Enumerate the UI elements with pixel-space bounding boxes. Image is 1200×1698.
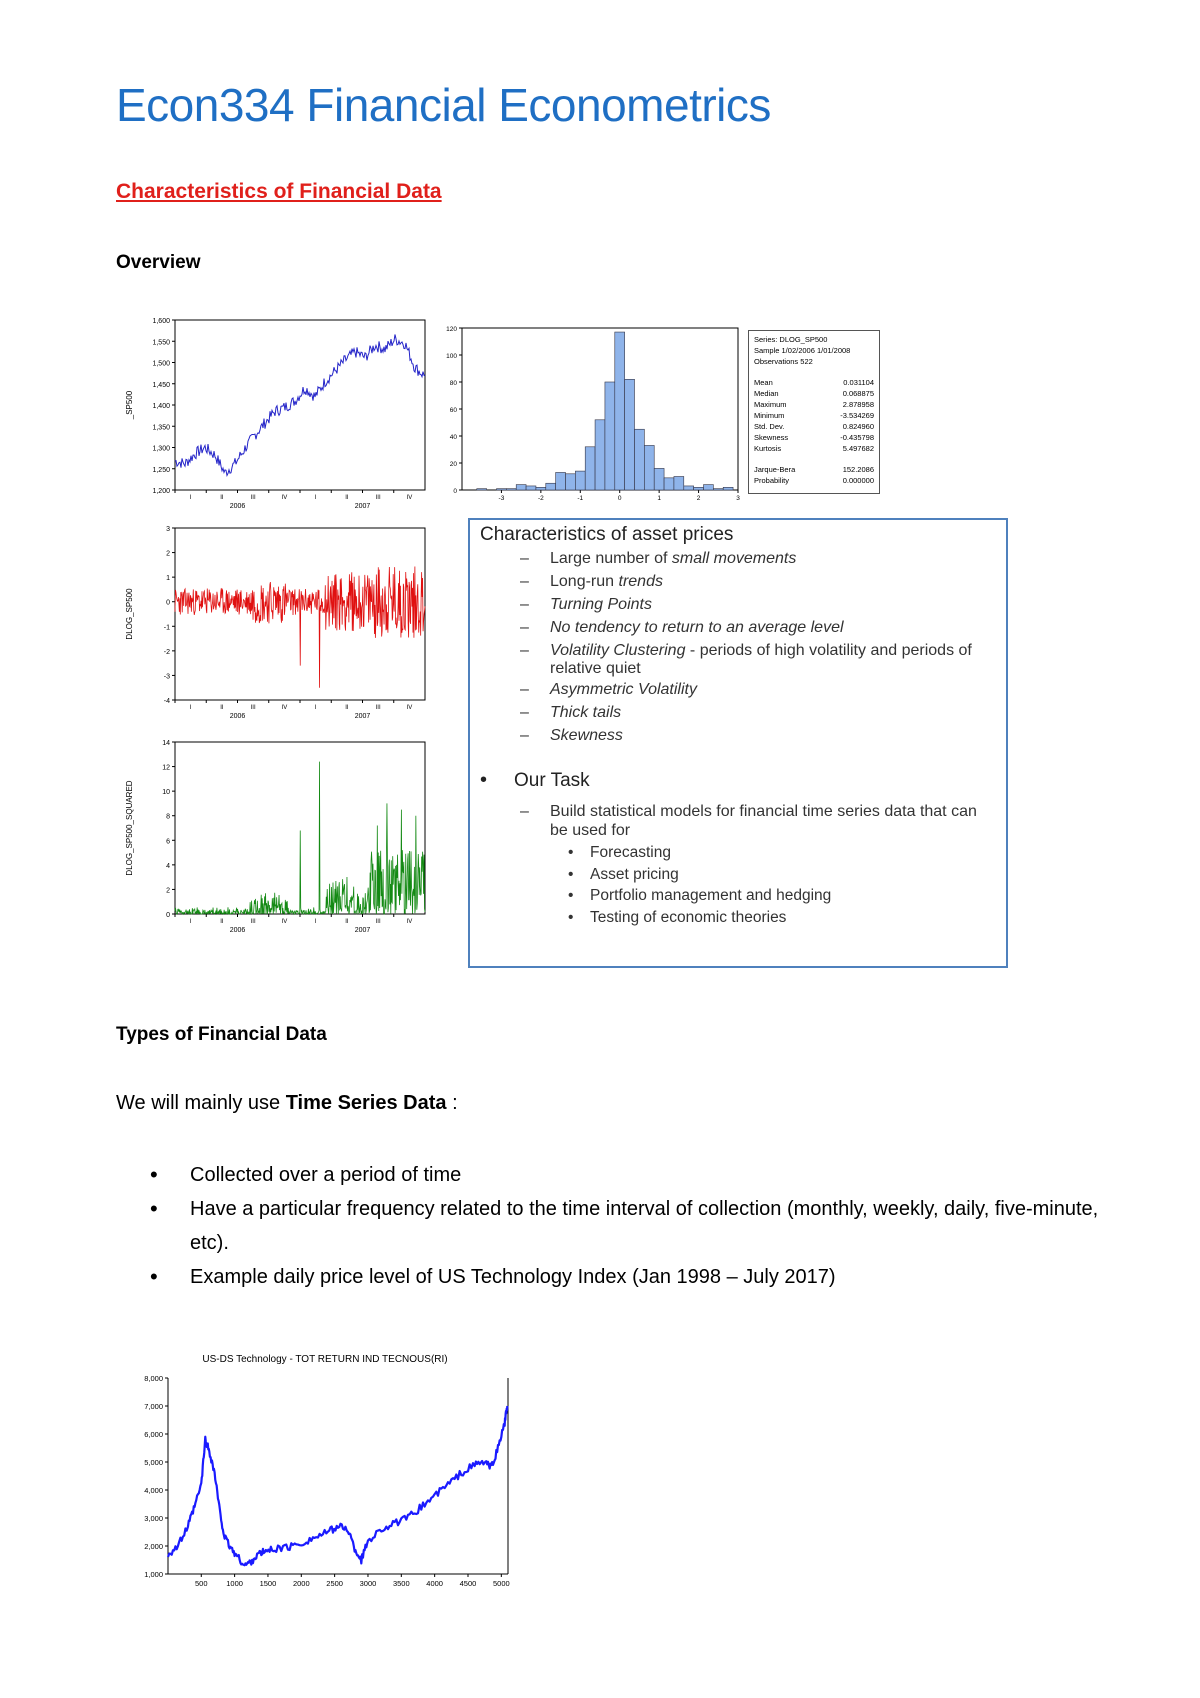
histogram-bar: [713, 489, 723, 490]
x-tick-label: II: [220, 705, 224, 711]
y-tick-label: 3: [166, 526, 170, 533]
x-year-label: 2006: [229, 927, 246, 934]
x-tick-label: III: [375, 919, 381, 925]
stats-observations: Observations 522: [754, 357, 813, 366]
x-tick-label: 1000: [226, 1579, 243, 1588]
x-tick-label: III: [250, 705, 256, 711]
y-axis-label: DLOG_SP500: [125, 588, 134, 640]
intro-bold: Time Series Data: [285, 1092, 447, 1114]
intro-prefix: We will mainly use: [116, 1092, 286, 1114]
x-year-label: 2007: [354, 503, 371, 510]
y-tick-label: 40: [449, 434, 457, 441]
x-year-label: 2006: [229, 713, 246, 720]
y-axis-label: DLOG_SP500_SQUARED: [125, 780, 134, 876]
stats-label: Jarque-Bera: [754, 465, 796, 474]
x-tick-label: IV: [406, 705, 413, 711]
dash-marker: –: [520, 642, 529, 659]
x-tick-label: IV: [281, 919, 288, 925]
box-heading: Characteristics of asset prices: [480, 524, 734, 545]
bullet-item: • Collected over a period of time: [150, 1158, 1100, 1192]
intro-line: [116, 1092, 458, 1115]
summary-statistics-box: [748, 330, 880, 494]
stats-value: 0.068875: [842, 389, 874, 398]
item-italic-text: trends: [618, 573, 663, 590]
y-tick-label: 1,350: [152, 424, 170, 432]
x-tick-label: 3: [736, 495, 740, 500]
x-tick-label: 2: [696, 495, 701, 500]
x-tick-label: II: [345, 705, 349, 711]
stats-row: [754, 443, 874, 454]
x-tick-label: II: [220, 919, 224, 925]
stats-rows: [754, 377, 874, 454]
intro-suffix: :: [446, 1092, 458, 1114]
subitem-text: Testing of economic theories: [590, 908, 787, 926]
y-tick-label: 1,400: [152, 403, 170, 410]
stats-row: [754, 377, 874, 388]
y-tick-label: 60: [449, 407, 457, 414]
item-italic-text: Thick tails: [550, 704, 622, 721]
characteristic-item: [520, 573, 990, 591]
stats-row: [754, 464, 874, 475]
x-tick-label: I: [189, 495, 192, 501]
bullet-marker: •: [568, 908, 574, 926]
y-tick-label: -2: [163, 648, 170, 656]
histogram-bar: [723, 487, 733, 490]
y-tick-label: 1,000: [144, 1570, 163, 1579]
stats-value: -0.435798: [840, 433, 874, 442]
histogram-bar: [575, 471, 585, 490]
dlog-sp500-squared-chart: [120, 734, 430, 944]
overview-heading: Overview: [116, 252, 201, 273]
stats-value: 5.497682: [842, 444, 874, 453]
y-tick-label: 1,300: [152, 445, 170, 453]
x-year-label: 2007: [354, 927, 371, 934]
dash-marker: –: [520, 704, 529, 721]
task-subitem: [568, 865, 679, 884]
stats-label: Skewness: [754, 433, 789, 442]
x-tick-label: 4000: [426, 1579, 443, 1588]
stats-row: [754, 388, 874, 399]
y-tick-label: 120: [446, 326, 457, 333]
characteristic-item: [520, 596, 990, 614]
y-tick-label: 1,450: [152, 381, 170, 389]
task-subitem: [568, 908, 787, 927]
y-tick-label: -1: [163, 624, 170, 632]
types-heading: Types of Financial Data: [116, 1024, 327, 1045]
x-tick-label: II: [345, 495, 349, 501]
stats-label: Std. Dev.: [754, 422, 785, 431]
x-tick-label: I: [314, 919, 317, 925]
y-tick-label: 14: [162, 740, 170, 747]
bullet-marker: •: [568, 865, 574, 883]
sp500-level-chart: [120, 312, 430, 510]
stats-value: 0.824960: [842, 422, 874, 431]
item-italic-text: Turning Points: [550, 596, 652, 613]
item-italic-text: Volatility Clustering: [550, 642, 686, 659]
histogram-bar: [654, 468, 664, 490]
y-tick-label: 7,000: [144, 1402, 163, 1411]
x-tick-label: II: [345, 919, 349, 925]
x-tick-label: III: [250, 919, 256, 925]
characteristic-item: [520, 550, 990, 568]
dlog-sp500-chart: [120, 520, 430, 730]
histogram-bar: [625, 379, 635, 490]
x-tick-label: 1: [657, 495, 661, 500]
y-tick-label: 20: [449, 461, 457, 468]
x-tick-label: III: [375, 705, 381, 711]
histogram-bar: [506, 489, 516, 490]
y-tick-label: 1,250: [152, 466, 170, 474]
histogram-bar: [536, 487, 546, 490]
y-tick-label: -4: [163, 698, 170, 705]
subitem-text: Portfolio management and hedging: [590, 887, 832, 904]
histogram-bar: [664, 478, 674, 490]
item-italic-text: Asymmetric Volatility: [550, 681, 697, 698]
stats-row: [754, 432, 874, 443]
characteristics-box: [468, 518, 1008, 968]
stats-label: Median: [754, 389, 779, 398]
item-italic-text: No tendency to return to an average level: [550, 619, 844, 636]
histogram-bar: [635, 429, 645, 490]
histogram-bar: [684, 486, 694, 490]
x-tick-label: IV: [406, 919, 413, 925]
stats-label: Kurtosis: [754, 444, 782, 453]
our-task-heading: Our Task: [514, 770, 590, 791]
bullet-marker: •: [568, 887, 574, 904]
stats-row: [754, 475, 874, 486]
y-tick-label: 12: [162, 764, 170, 772]
histogram-bar: [605, 382, 615, 490]
item-italic-text: Skewness: [550, 727, 623, 744]
characteristic-item: [520, 681, 990, 699]
x-tick-label: IV: [406, 495, 413, 501]
x-tick-label: I: [189, 705, 192, 711]
item-text: Long-run: [550, 573, 619, 590]
dash-marker: –: [520, 727, 529, 744]
task-subitem: [568, 844, 671, 862]
x-tick-label: III: [250, 495, 256, 501]
y-tick-label: 1,500: [152, 360, 170, 368]
stats-series: Series: DLOG_SP500: [754, 335, 828, 344]
x-tick-label: IV: [281, 495, 288, 501]
returns-histogram: [430, 320, 745, 500]
task-bullet-symbol: •: [480, 769, 488, 791]
histogram-bar: [694, 487, 704, 490]
x-tick-label: III: [375, 495, 381, 501]
task-subitem: [568, 887, 832, 905]
task-item-text: Build statistical models for financial time series data that can be used for: [550, 803, 977, 839]
y-tick-label: 8,000: [144, 1374, 163, 1383]
y-tick-label: 2: [166, 550, 170, 558]
item-italic-text: small movements: [671, 550, 797, 567]
x-tick-label: 1500: [259, 1579, 277, 1588]
stats-value: 2.878958: [842, 400, 874, 409]
stats-label: Maximum: [754, 400, 787, 409]
y-tick-label: 1: [166, 575, 170, 583]
series-line: [175, 566, 425, 687]
histogram-bar: [516, 485, 526, 490]
y-tick-label: 0: [453, 488, 457, 495]
x-tick-label: II: [220, 495, 224, 501]
stats-label: Probability: [754, 476, 790, 485]
stats-label: Mean: [754, 378, 773, 387]
histogram-bar: [595, 420, 605, 490]
x-year-label: 2006: [229, 503, 246, 510]
y-tick-label: 80: [449, 380, 457, 387]
y-tick-label: 1,600: [152, 318, 170, 325]
y-tick-label: 1,550: [152, 339, 170, 347]
histogram-bar: [566, 474, 576, 490]
x-tick-label: -1: [577, 495, 584, 500]
stats-value: -3.534269: [840, 411, 874, 420]
x-tick-label: I: [314, 495, 317, 501]
item-text: Large number of: [550, 550, 672, 567]
y-tick-label: 100: [446, 353, 457, 360]
histogram-bar: [477, 489, 487, 490]
stats-value: 0.031104: [843, 378, 874, 387]
histogram-bar: [615, 332, 625, 490]
us-technology-index-chart: [120, 1338, 520, 1598]
histogram-bar: [497, 489, 507, 490]
x-tick-label: 0: [617, 495, 622, 500]
x-tick-label: I: [189, 919, 192, 925]
characteristic-item: [520, 642, 990, 678]
stats-row: [754, 399, 874, 410]
y-axis-label: _SP500: [125, 390, 134, 420]
item-text: - periods of high volatility and periods of relative quiet: [550, 642, 972, 677]
y-tick-label: 2: [166, 887, 170, 895]
x-tick-label: 2000: [292, 1579, 310, 1588]
stats-rows-test: [754, 464, 874, 486]
stats-row: [754, 410, 874, 421]
dash-marker: –: [520, 681, 529, 698]
bullet-item: • Have a particular frequency related to the time interval of collection (monthly, weekly, daily, five-minute, etc).: [150, 1192, 1100, 1260]
stats-sample: Sample 1/02/2006 1/01/2008: [754, 346, 851, 355]
histogram-bar: [674, 477, 684, 491]
x-tick-label: IV: [281, 705, 288, 711]
y-tick-label: -3: [163, 673, 170, 681]
x-tick-label: 500: [195, 1579, 208, 1588]
x-year-label: 2007: [354, 713, 371, 720]
characteristic-item: [520, 619, 990, 637]
y-tick-label: 4,000: [144, 1486, 163, 1495]
dash-marker: –: [520, 803, 529, 820]
series-line: [175, 334, 425, 475]
characteristic-item: [520, 727, 990, 745]
histogram-bar: [526, 486, 536, 490]
dash-marker: –: [520, 596, 529, 613]
x-tick-label: -3: [498, 495, 505, 500]
x-tick-label: I: [314, 705, 317, 711]
chart-title: US-DS Technology - TOT RETURN IND TECNOUS(RI): [202, 1354, 448, 1365]
histogram-bar: [644, 445, 654, 490]
x-tick-label: 3500: [392, 1579, 410, 1588]
dash-marker: –: [520, 573, 529, 590]
x-tick-label: 3000: [359, 1579, 377, 1588]
dash-marker: –: [520, 550, 529, 567]
section-heading: Characteristics of Financial Data: [116, 180, 442, 203]
x-tick-label: 5000: [492, 1579, 510, 1588]
y-tick-label: 5,000: [144, 1458, 163, 1467]
stats-value: 152.2086: [842, 465, 874, 474]
characteristic-item: [520, 704, 990, 722]
y-tick-label: 6: [166, 838, 170, 846]
x-tick-label: 4500: [459, 1579, 477, 1588]
stats-row: [754, 421, 874, 432]
y-tick-label: 3,000: [144, 1514, 163, 1523]
histogram-bar: [585, 447, 595, 490]
y-tick-label: 6,000: [144, 1430, 163, 1439]
document-title: Econ334 Financial Econometrics: [116, 79, 771, 131]
y-tick-label: 0: [166, 599, 170, 607]
y-tick-label: 10: [162, 789, 170, 797]
bullet-item: • Example daily price level of US Technology Index (Jan 1998 – July 2017): [150, 1260, 1100, 1294]
subitem-text: Asset pricing: [590, 865, 679, 883]
histogram-bar: [704, 485, 714, 490]
histogram-bar: [556, 472, 566, 490]
stats-label: Minimum: [754, 411, 785, 420]
y-tick-label: 8: [166, 813, 170, 821]
series-line: [168, 1406, 507, 1565]
x-tick-label: 2500: [326, 1579, 343, 1588]
stats-value: 0.000000: [842, 476, 874, 485]
bullet-marker: •: [568, 844, 574, 861]
y-tick-label: 4: [166, 862, 170, 870]
dash-marker: –: [520, 619, 529, 636]
task-item: [520, 802, 990, 840]
y-tick-label: 1,200: [152, 488, 170, 495]
y-tick-label: 2,000: [144, 1542, 163, 1551]
histogram-bar: [546, 483, 556, 490]
y-tick-label: 0: [166, 912, 170, 919]
x-tick-label: -2: [537, 495, 544, 500]
bullet-list: [150, 1158, 1100, 1294]
series-line: [175, 762, 425, 914]
subitem-text: Forecasting: [590, 844, 671, 861]
